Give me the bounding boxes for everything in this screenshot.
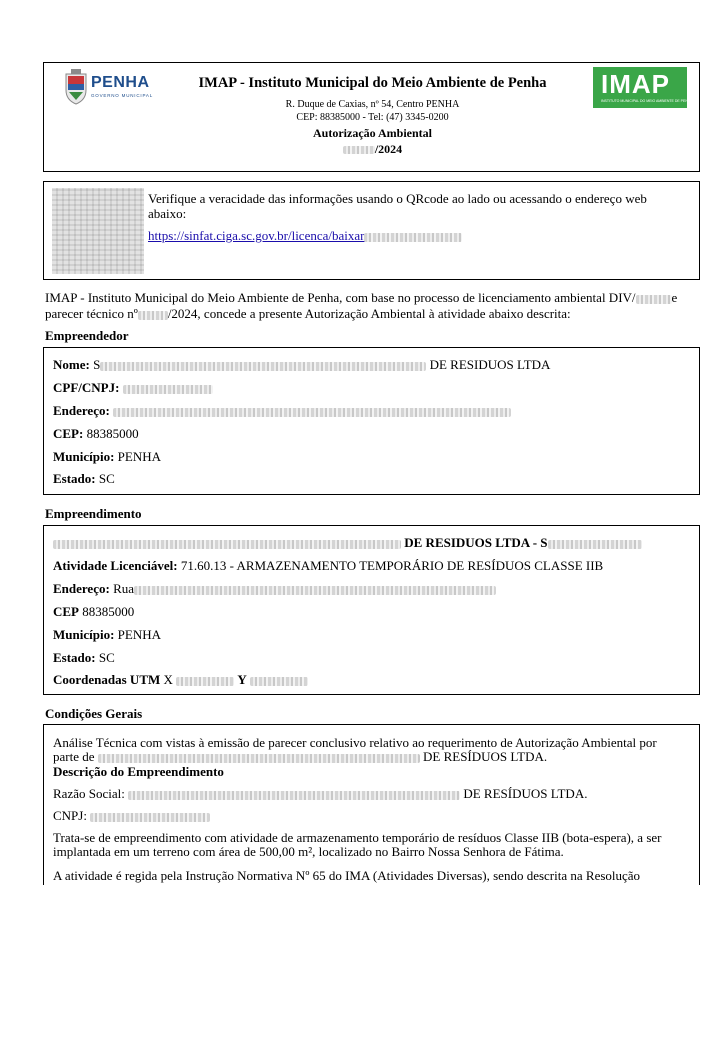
field-municipio — [53, 449, 161, 465]
value-municipio: PENHA — [117, 449, 161, 464]
value-estado-empreendimento: SC — [98, 650, 115, 665]
analise-prefix: parte de — [53, 749, 95, 764]
label-razao-social: Razão Social: — [53, 786, 125, 801]
descricao-heading: Descrição do Empreendimento — [53, 764, 224, 779]
redacted-cpf-cnpj — [123, 385, 213, 394]
redacted-empreendimento-nome — [53, 540, 401, 549]
field-coordenadas — [53, 672, 308, 688]
trata-se-paragraph: Trata-se de empreendimento com atividade de armazenamento temporário de resíduos Classe IIB (bota-espera), a ser implantada em um terreno com área de 500,00 m², localizado no Bairro Nossa Senhora de Fátima. — [53, 830, 662, 859]
field-endereco-empreendimento — [53, 581, 496, 597]
cnpj-line — [53, 809, 683, 823]
redacted-coord-y — [250, 677, 308, 686]
intro-part2: e parecer técnico nº — [45, 290, 678, 321]
redacted-parecer-number — [138, 311, 168, 320]
razao-social-line — [53, 787, 683, 801]
condicoes-box — [43, 724, 700, 885]
label-endereco: Endereço: — [53, 403, 110, 418]
analise-line1: Análise Técnica com vistas à emissão de parecer conclusivo relativo ao requerimento de Autorização Ambiental por — [53, 735, 657, 750]
label-coord-x: X — [163, 672, 173, 687]
verification-box — [43, 181, 700, 280]
field-estado-empreendimento — [53, 650, 115, 666]
field-cpf-cnpj — [53, 380, 213, 396]
label-municipio: Município: — [53, 449, 115, 464]
field-nome — [53, 357, 550, 373]
value-cep-empreendimento: 88385000 — [82, 604, 135, 619]
institute-address: R. Duque de Caxias, nº 54, Centro PENHA — [285, 99, 460, 110]
value-atividade: 71.60.13 - ARMAZENAMENTO TEMPORÁRIO DE RESÍDUOS CLASSE IIB — [180, 558, 604, 573]
imap-logo-text: IMAP — [601, 69, 670, 99]
section-heading-condicoes: Condições Gerais — [45, 706, 143, 721]
redacted-link-code — [364, 233, 462, 242]
field-atividade — [53, 558, 603, 574]
section-heading-empreendimento: Empreendimento — [45, 506, 142, 521]
value-razao-suffix: DE RESÍDUOS LTDA. — [463, 786, 588, 801]
field-cep-empreendimento — [53, 604, 134, 620]
institute-title: IMAP - Instituto Municipal do Meio Ambiente de Penha — [198, 75, 547, 91]
redacted-coord-x — [176, 677, 234, 686]
field-endereco — [53, 403, 511, 419]
intro-part3: /2024, concede a presente Autorização Ambiental à atividade abaixo descrita: — [167, 306, 571, 321]
value-cep: 88385000 — [86, 426, 139, 441]
label-endereco-empreendimento: Endereço: — [53, 581, 110, 596]
intro-paragraph — [45, 290, 700, 322]
imap-logo — [593, 67, 693, 108]
field-empreendimento-nome — [53, 535, 642, 551]
penha-logo-text: PENHA — [91, 74, 150, 91]
value-empreendimento-suffix: DE RESIDUOS LTDA - S — [404, 535, 548, 550]
label-atividade: Atividade Licenciável: — [53, 558, 178, 573]
redacted-analise-name — [98, 754, 420, 763]
redacted-empreendimento-tail — [548, 540, 642, 549]
value-nome-suffix: DE RESIDUOS LTDA — [429, 357, 551, 372]
label-estado: Estado: — [53, 471, 96, 486]
label-cep: CEP: — [53, 426, 84, 441]
label-cep-empreendimento: CEP — [53, 604, 79, 619]
value-nome-prefix: S — [93, 357, 101, 372]
value-endereco-empreendimento: Rua — [113, 581, 135, 596]
label-municipio-empreendimento: Município: — [53, 627, 115, 642]
label-cpf-cnpj: CPF/CNPJ: — [53, 380, 120, 395]
label-nome: Nome: — [53, 357, 90, 372]
redacted-process-number — [636, 295, 672, 304]
redacted-nome — [100, 362, 426, 371]
label-cnpj: CNPJ: — [53, 808, 87, 823]
verification-link[interactable]: https://sinfat.ciga.sc.gov.br/licenca/baixar — [148, 228, 365, 243]
document-type: Autorização Ambiental — [313, 126, 432, 140]
document-number — [44, 142, 701, 157]
label-coordenadas: Coordenadas UTM — [53, 672, 161, 687]
document-header — [43, 62, 700, 172]
field-estado — [53, 471, 115, 487]
imap-logo-subtitle: INSTITUTO MUNICIPAL DO MEIO AMBIENTE DE PENHA — [601, 99, 693, 103]
value-estado: SC — [98, 471, 115, 486]
analise-line2 — [53, 750, 683, 764]
institute-contact: CEP: 88385000 - Tel: (47) 3345-0200 — [296, 112, 449, 123]
redacted-razao-social — [128, 791, 460, 800]
verification-text: Verifique a veracidade das informações usando o QRcode ao lado ou acessando o endereço web abaixo: — [148, 191, 647, 221]
section-heading-empreendedor: Empreendedor — [45, 328, 129, 343]
atividade-paragraph: A atividade é regida pela Instrução Normativa Nº 65 do IMA (Atividades Diversas), sendo descrita na Resolução — [53, 868, 641, 883]
label-estado-empreendimento: Estado: — [53, 650, 96, 665]
field-municipio-empreendimento — [53, 627, 161, 643]
empreendimento-box — [43, 525, 700, 695]
analise-suffix: DE RESÍDUOS LTDA. — [423, 749, 548, 764]
field-cep — [53, 426, 139, 442]
redacted-endereco — [113, 408, 511, 417]
value-municipio-empreendimento: PENHA — [117, 627, 161, 642]
qr-code[interactable] — [52, 188, 144, 274]
label-coord-y: Y — [237, 672, 247, 687]
redacted-cnpj — [90, 813, 210, 822]
verification-link-row — [148, 228, 462, 244]
redacted-number — [343, 146, 375, 154]
intro-part1: IMAP - Instituto Municipal do Meio Ambiente de Penha, com base no processo de licenciamento ambiental DIV/ — [45, 290, 636, 305]
redacted-endereco-empreendimento — [134, 586, 496, 595]
document-year: /2024 — [374, 142, 403, 156]
penha-logo-subtitle: GOVERNO MUNICIPAL — [91, 93, 154, 98]
empreendedor-box — [43, 347, 700, 495]
